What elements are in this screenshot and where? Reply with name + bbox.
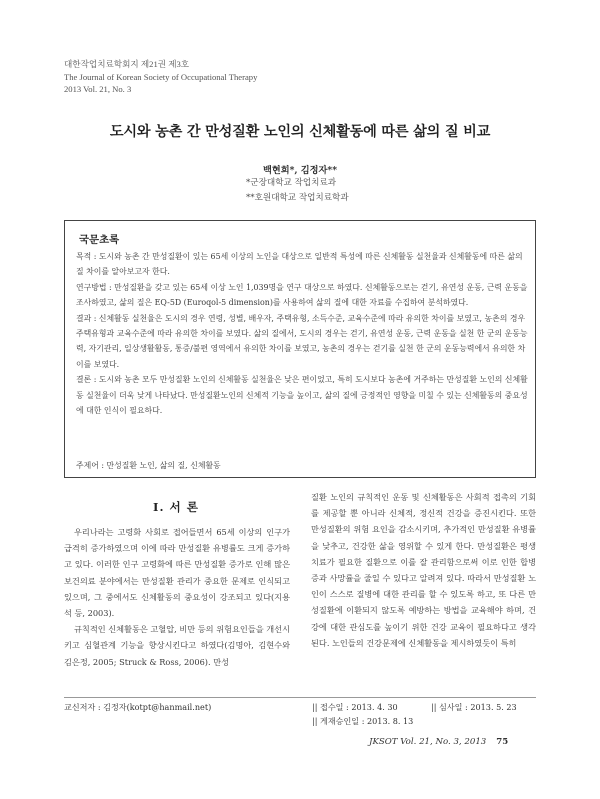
journal-name-english: The Journal of Korean Society of Occupational Therapy	[64, 71, 258, 82]
keywords: 주제어 : 만성질환 노인, 삶의 질, 신체활동	[76, 461, 221, 470]
journal-volume: 2013 Vol. 21, No. 3	[64, 84, 132, 94]
body-column-right	[311, 489, 536, 651]
review-date: || 심사일 : 2013. 5. 23	[431, 702, 517, 712]
abstract-heading: 국문초록	[79, 234, 120, 246]
footer-journal: JKSOT Vol. 21, No. 3, 2013	[369, 737, 487, 747]
footnote-divider	[64, 697, 536, 698]
affiliation-1: *군장대학교 작업치료과	[246, 178, 337, 188]
intro-paragraph-2: 규칙적인 신체활동은 고혈압, 비만 등의 위험요인들을 개선시키고 심혈관계 기능을 향상시킨다고 하였다(김명아, 김현수와 김은정, 2005; Struck & Ross, 2006). 만성	[64, 624, 290, 667]
intro-paragraph-1: 우리나라는 고령화 사회로 접어들면서 65세 이상의 인구가 급격히 증가하였으며 이에 따라 만성질환 유병률도 크게 증가하고 있다. 이러한 인구 고령화에 따른 만성질환 증가로 인해 많은 보건의료 분야에서는 만성질환 관리가 중요한 문제로 인식되고 있으며, 그 중에서도 신체활동의 중요성이 강조되고 있다(지용석 등, 2003).	[64, 527, 290, 619]
paper-title: 도시와 농촌 간 만성질환 노인의 신체활동에 따른 삶의 질 비교	[109, 124, 491, 140]
section-heading-introduction: Ⅰ. 서 론	[153, 500, 199, 514]
affiliation-2: **호원대학교 작업치료학과	[246, 193, 349, 203]
body-column-left	[64, 524, 290, 670]
authors: 백현희*, 김정자**	[262, 165, 338, 176]
page-footer	[369, 737, 508, 747]
abstract-methods: 연구방법 : 만성질환을 갖고 있는 65세 이상 노인 1,039명을 연구 대상으로 하였다. 신체활동으로는 걷기, 유연성 운동, 근력 운동을 조사하였고, 삶의 질은 EQ-5D (Euroqol-5 dimension)를 사용하여 삶의 질에 대한 자료를 수집하여 분석하였다.	[76, 282, 528, 308]
abstract-purpose: 목적 : 도시와 농촌 간 만성질환이 있는 65세 이상의 노인을 대상으로 일반적 특성에 따른 신체활동 실천율과 신체활동에 따른 삶의 질 차이를 알아보고자 한다.	[76, 252, 523, 277]
journal-name-korean: 대한작업치료학회지 제21권 제3호	[64, 59, 190, 69]
corresponding-author: 교신저자 : 김정자(kotpt@hanmail.net)	[64, 702, 212, 712]
accepted-date: || 게재승인일 : 2013. 8. 13	[312, 716, 414, 726]
affiliations	[246, 176, 349, 206]
abstract-results: 결과 : 신체활동 실천율은 도시의 경우 연령, 성별, 배우자, 주택유형, 소득수준, 교육수준에 따라 유의한 차이를 보였고, 농촌의 경우 주택유형과 교육수준에 따라 유의한 차이를 보였다. 삶의 질에서, 도시의 경우는 걷기, 유연성 운동, 근력 운동을 실천 한 군의 운동능력, 자기관리, 일상생활활동, 통증/불편 영역에서 유의한 차이를 보였고, 농촌의 경우는 걷기를 실천 한 군의 운동능력에서 유의한 차이를 보였다.	[76, 313, 528, 369]
received-date: || 접수일 : 2013. 4. 30	[312, 702, 398, 712]
page-number: 75	[496, 737, 509, 747]
journal-header	[64, 58, 257, 96]
abstract-conclusion: 결론 : 도시와 농촌 모두 만성질환 노인의 신체활동 실천율은 낮은 편이었고, 특히 도시보다 농촌에 거주하는 만성질환 노인의 신체활동 실천율이 더욱 낮게 나타났다. 만성질환노인의 신체적 기능을 높이고, 삶의 질에 긍정적인 영향을 미칠 수 있는 신체활동의 중요성에 대한 인식이 필요하다.	[76, 375, 528, 416]
intro-paragraph-continued: 질환 노인의 규칙적인 운동 및 신체활동은 사회적 접촉의 기회를 제공할 뿐 아니라 신체적, 정신적 건강을 증진시킨다. 또한 만성질환의 위험 요인을 감소시키며, 추가적인 만성질환 유병률을 낮추고, 건강한 삶을 영위할 수 있게 한다. 만성질환은 평생 치료가 필요한 질환으로 이를 잘 관리함으로써 이로 인한 합병증과 사망률을 줄일 수 있다고 알려져 있다. 따라서 만성질환 노인이 스스로 질병에 대한 관리를 할 수 있도록 하고, 또 다른 만성질환에 이환되지 않도록 예방하는 방법을 교육해야 하며, 건강에 대한 관심도를 높이기 위한 건강 교육이 필요하다고 생각된다. 노인들의 건강문제에 신체활동을 제시하였듯이 특히	[311, 492, 536, 648]
abstract-body	[76, 249, 528, 418]
